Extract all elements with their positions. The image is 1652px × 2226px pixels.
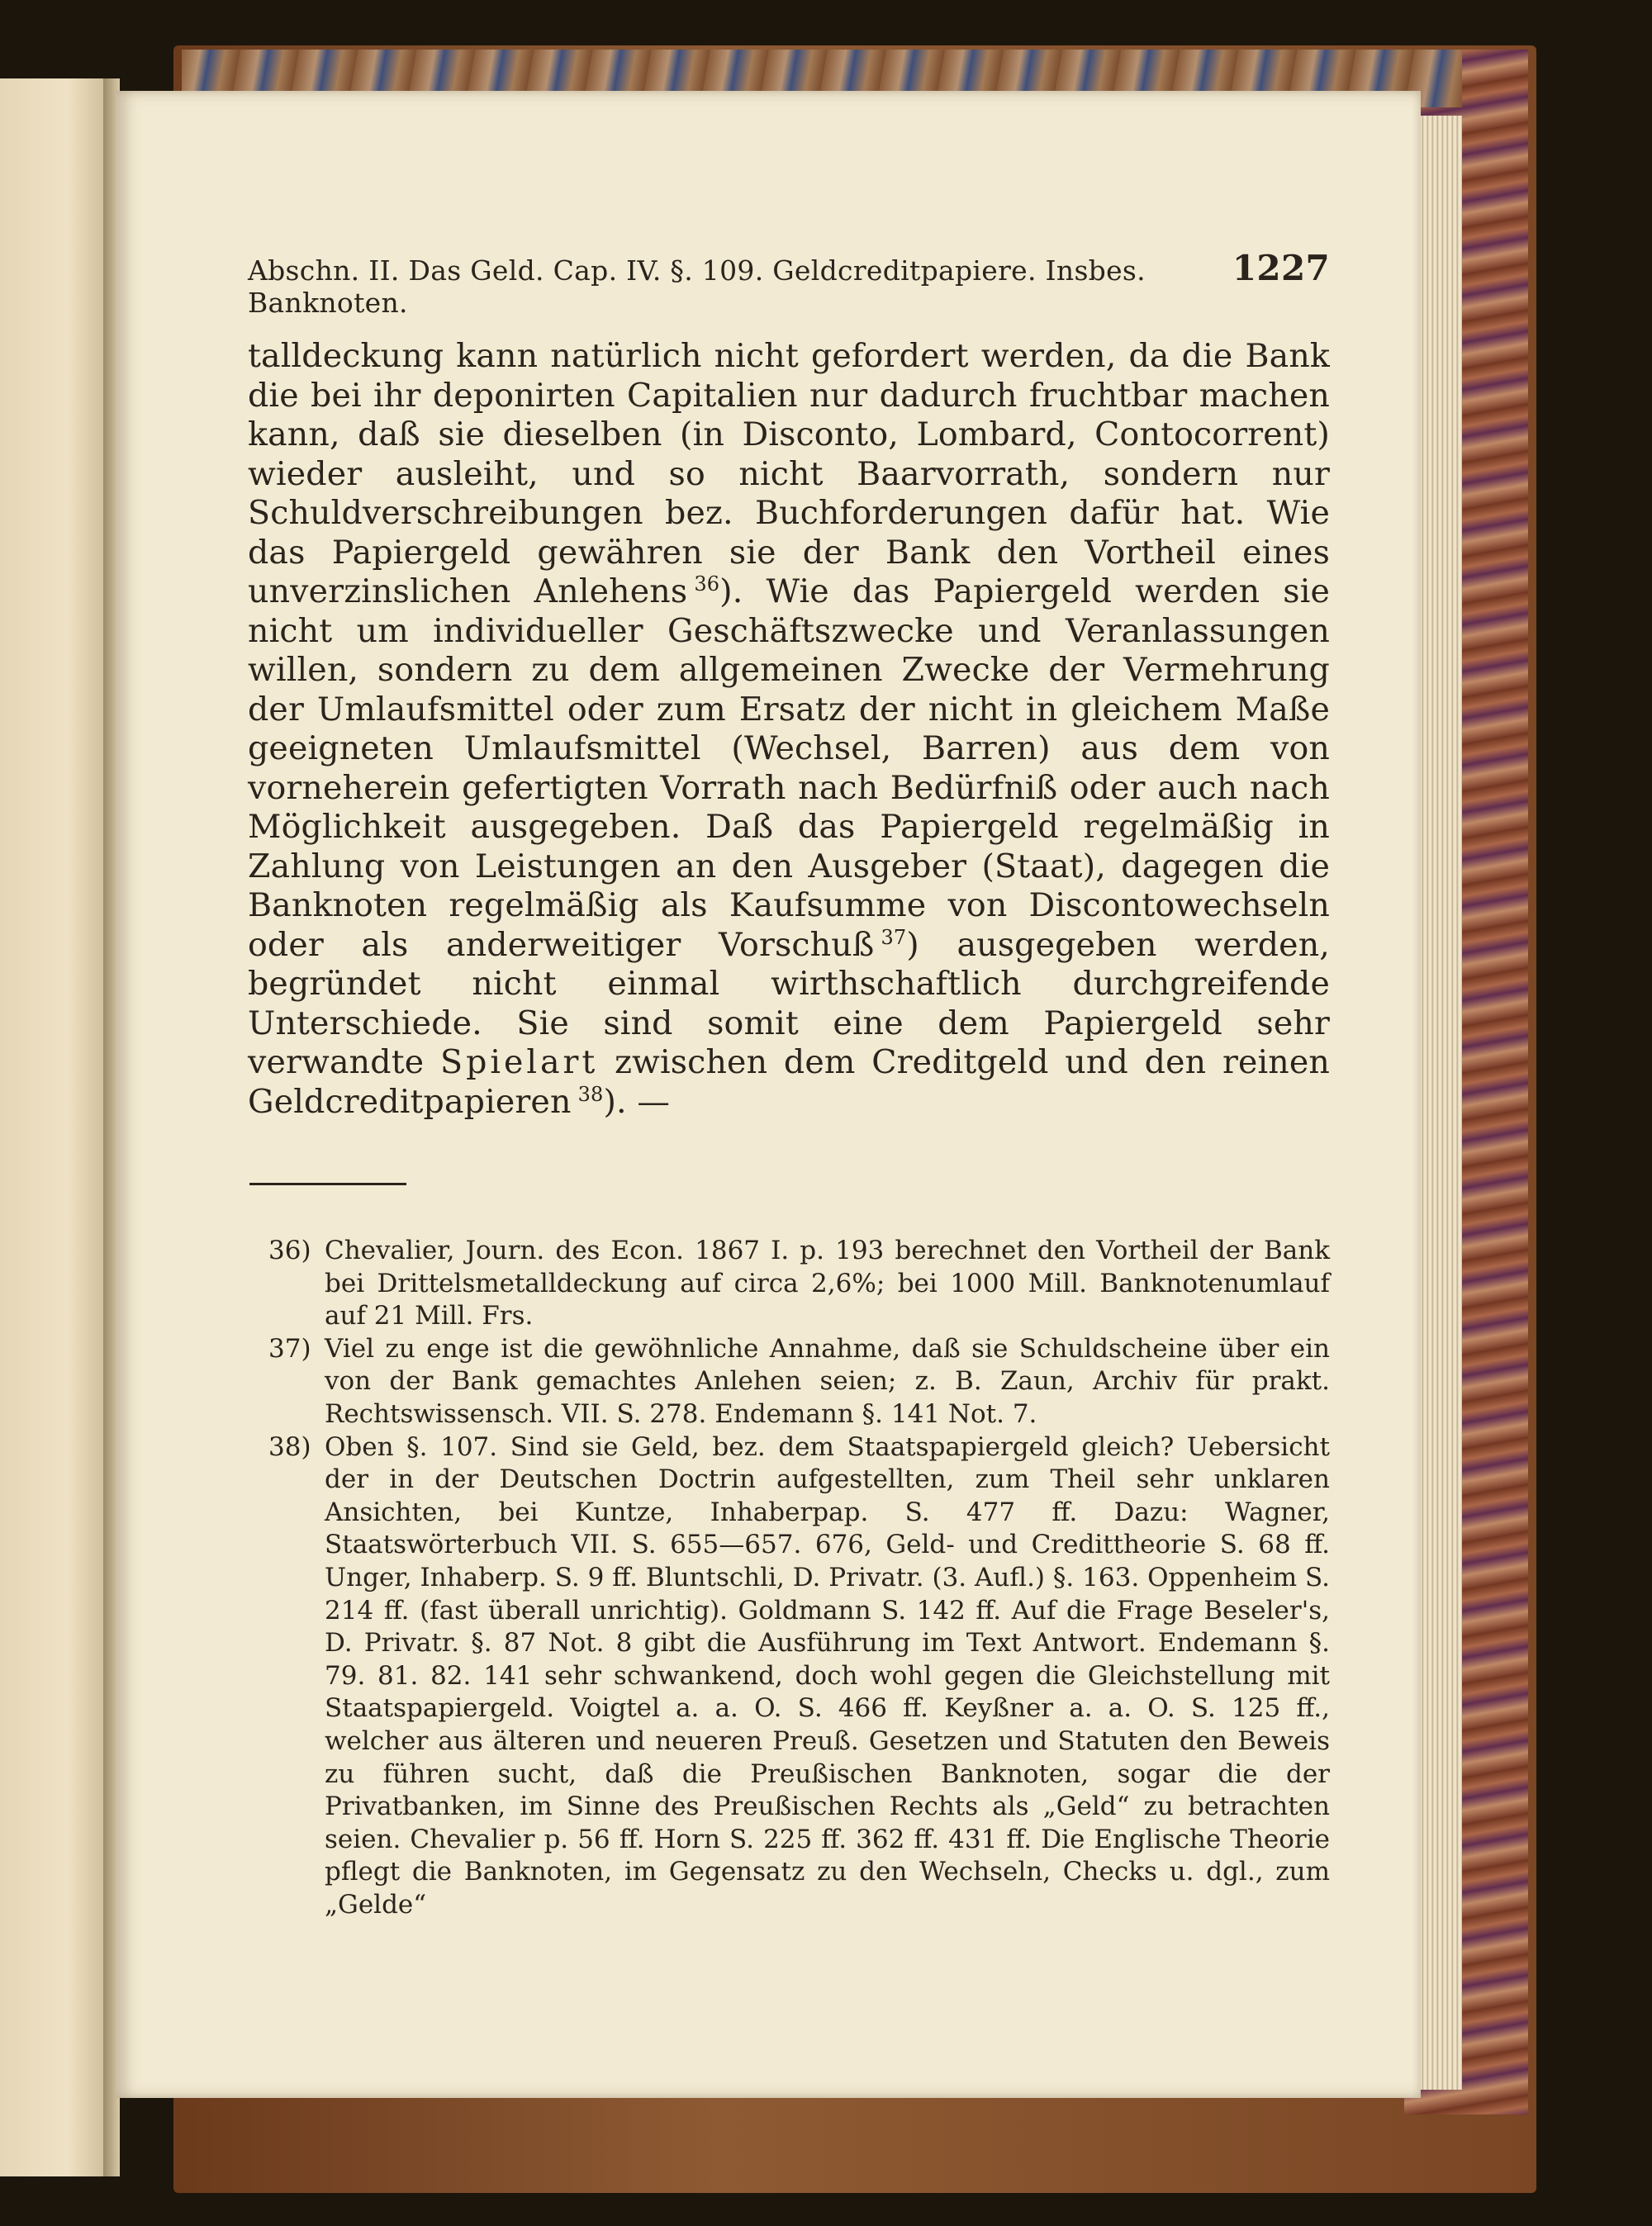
body-part-1: talldeckung kann natürlich nicht gefordert werden, da die Bank die bei ihr deponirten Capitalien nur dadurch fruchtbar machen kann, daß sie dieselben (in Disconto, Lombard, Contocorrent) wieder ausleiht, und so nicht Baarvorrath, sondern nur Schuldverschreibungen bez. Buchforderungen dafür hat. Wie das Papiergeld gewähren sie der Bank den Vortheil eines unverzinslichen Anlehens xyxy=(248,337,1330,610)
left-page xyxy=(0,78,112,2176)
footnotes xyxy=(248,1235,1330,1921)
footnote-ref-38: 38 xyxy=(577,1082,604,1106)
body-part-5: ). — xyxy=(603,1082,671,1121)
footnote-text: Chevalier, Journ. des Econ. 1867 I. p. 193 berechnet den Vortheil der Bank bei Drittelsmetalldeckung auf circa 2,6%; bei 1000 Mill. Banknotenumlauf auf 21 Mill. Frs. xyxy=(325,1236,1330,1331)
body-part-3: ) ausgegeben werden, begründet nicht einmal wirthschaftlich durchgreifende Unterschiede. Sie sind somit eine dem Papiergeld sehr verwandte xyxy=(248,925,1330,1081)
footnote-number: 37) xyxy=(268,1333,311,1364)
footnote-number: 36) xyxy=(268,1236,311,1265)
footnote-36 xyxy=(248,1235,1330,1333)
body-part-2: ). Wie das Papiergeld werden sie nicht um individueller Geschäftszwecke und Veranlassungen willen, sondern zu dem allgemeinen Zwecke der Vermehrung der Umlaufsmittel oder zum Ersatz der nicht in gleichem Maße geeigneten Umlaufsmittel (Wechsel, Barren) aus dem von vorneherein gefertigten Vorrath nach Bedürfniß oder auch nach Möglichkeit ausgegeben. Daß das Papiergeld regelmäßig in Zahlung von Leistungen an den Ausgeber (Staat), dagegen die Banknoten regelmäßig als Kaufsumme von Discontowechseln oder als anderweitiger Vorschuß xyxy=(248,572,1330,964)
book-page xyxy=(116,91,1421,2098)
footnote-number: 38) xyxy=(268,1431,311,1462)
text-area xyxy=(248,248,1330,1921)
main-paragraph xyxy=(248,337,1330,1122)
footnote-37 xyxy=(248,1333,1330,1431)
footnote-rule xyxy=(249,1183,406,1185)
footnote-ref-37: 37 xyxy=(881,925,907,949)
page-number: 1227 xyxy=(1232,248,1330,288)
body-part-4: zwischen dem Creditgeld und den reinen Geldcreditpapieren xyxy=(248,1043,1330,1121)
running-title: Abschn. II. Das Geld. Cap. IV. §. 109. Geldcreditpapiere. Insbes. Banknoten. xyxy=(248,254,1146,319)
running-header xyxy=(248,248,1330,319)
footnote-text: Viel zu enge ist die gewöhnliche Annahme, daß sie Schuldscheine über ein von der Bank gemachtes Anlehen seien; z. B. Zaun, Archiv für prakt. Rechtswissensch. VII. S. 278. Endemann §. 141 Not. 7. xyxy=(325,1333,1330,1429)
spaced-emphasis: Spielart xyxy=(440,1043,599,1081)
footnote-text: Oben §. 107. Sind sie Geld, bez. dem Staatspapiergeld gleich? Uebersicht der in der Deutschen Doctrin aufgestellten, zum Theil sehr unklaren Ansichten, bei Kuntze, Inhaberpap. S. 477 ff. Dazu: Wagner, Staatswörterbuch VII. S. 655—657. 676, Geld- und Credittheorie S. 68 ff. Unger, Inhaberp. S. 9 ff. Bluntschli, D. Privatr. (3. Aufl.) §. 163. Oppenheim S. 214 ff. (fast überall unrichtig). Goldmann S. 142 ff. Auf die Frage Beseler's, D. Privatr. §. 87 Not. 8 gibt die Ausführung im Text Antwort. Endemann §. 79. 81. 82. 141 sehr schwankend, doch wohl gegen die Gleichstellung mit Staatspapiergeld. Voigtel a. a. O. S. 466 ff. Keyßner a. a. O. S. 125 ff., welcher aus älteren und neueren Preuß. Gesetzen und Statuten den Beweis zu führen sucht, daß die Preußischen Banknoten, sogar die der Privatbanken, im Sinne des Preußischen Rechts als „Geld“ zu betrachten seien. Chevalier p. 56 ff. Horn S. 225 ff. 362 ff. 431 ff. Die Englische Theorie pflegt die Banknoten, im Gegensatz zu den Wechseln, Checks u. dgl., zum „Gelde“ xyxy=(325,1431,1330,1920)
footnote-38 xyxy=(248,1431,1330,1922)
footnote-ref-36: 36 xyxy=(694,572,720,596)
